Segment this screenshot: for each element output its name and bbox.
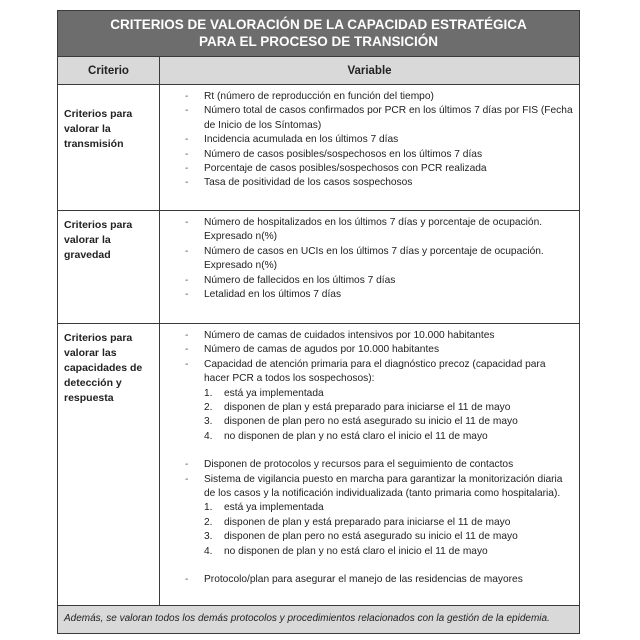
variable-list [160, 216, 573, 302]
table-row-gravedad [58, 211, 579, 324]
list-item: - Letalidad en los últimos 7 días [160, 288, 573, 302]
list-item: - Número de camas de cuidados intensivos por 10.000 habitantes [160, 329, 573, 343]
list-item: - Número de camas de agudos por 10.000 habitantes [160, 343, 573, 357]
list-item: - Porcentaje de casos posibles/sospechosos con PCR realizada [160, 162, 573, 176]
variable-list [160, 329, 573, 387]
list-item: - Número de hospitalizados en los últimos 7 días y porcentaje de ocupación. Expresado n(%) [160, 216, 573, 245]
table-footer-note: Además, se valoran todos los demás protocolos y procedimientos relacionados con la gestión de la epidemia. [58, 606, 579, 633]
table-title-line1: CRITERIOS DE VALORACIÓN DE LA CAPACIDAD ESTRATÉGICA [110, 17, 527, 32]
list-item [160, 358, 573, 387]
list-item: - Número de fallecidos en los últimos 7 días [160, 274, 573, 288]
variable-list [160, 458, 573, 501]
list-item: - Protocolo/plan para asegurar el manejo de las residencias de mayores [160, 573, 573, 587]
table-title-line2: PARA EL PROCESO DE TRANSICIÓN [198, 34, 439, 49]
list-item: - Disponen de protocolos y recursos para el seguimiento de contactos [160, 458, 573, 472]
list-item: - Rt (número de reproducción en función del tiempo) [160, 90, 573, 104]
variable-cell [160, 85, 579, 210]
table-title [58, 11, 579, 57]
variable-cell [160, 324, 579, 605]
sublist-item: 3. disponen de plan pero no está asegurado su inicio el 11 de mayo [204, 416, 518, 428]
list-item: - Número de casos posibles/sospechosos en los últimos 7 días [160, 148, 573, 162]
variable-list [160, 573, 573, 587]
list-item: - Incidencia acumulada en los últimos 7 días [160, 133, 573, 147]
sublist-item: 2. disponen de plan y está preparado para iniciarse el 11 de mayo [204, 402, 511, 414]
sublist-item: 2. disponen de plan y está preparado para iniciarse el 11 de mayo [204, 516, 511, 528]
numbered-sublist [160, 387, 573, 445]
table-row-transmision [58, 85, 579, 211]
variable-list [160, 90, 573, 191]
column-header-variable: Variable [347, 64, 392, 77]
column-header-row [58, 57, 579, 85]
variable-cell [160, 211, 579, 323]
sublist-item: 1. está ya implementada [204, 502, 324, 514]
sublist-item: 1. está ya implementada [204, 387, 324, 399]
numbered-sublist [160, 501, 573, 559]
criterio-cell: Criterios para valorar las capacidades de detección y respuesta [58, 324, 160, 605]
list-item: - Sistema de vigilancia puesto en marcha para garantizar la monitorización diaria de los casos y la notificación individualizada (tanto primaria como hospitalaria). [160, 473, 573, 502]
sublist-item: 4. no disponen de plan y no está claro el inicio el 11 de mayo [204, 545, 488, 557]
criterio-cell: Criterios para valorar la gravedad [58, 211, 160, 323]
sublist-item: 4. no disponen de plan y no está claro el inicio el 11 de mayo [204, 430, 488, 442]
criterio-cell: Criterios para valorar la transmisión [58, 85, 160, 210]
list-item: - Número de casos en UCIs en los últimos 7 días y porcentaje de ocupación. Expresado n(%) [160, 245, 573, 274]
criteria-table [57, 10, 580, 634]
table-row-deteccion-respuesta [58, 324, 579, 606]
list-item: - Número total de casos confirmados por PCR en los últimos 7 días por FIS (Fecha de Inicio de los Síntomas) [160, 104, 573, 133]
list-item-text: Capacidad de atención primaria para el diagnóstico precoz (capacidad para hacer PCR a todos los sospechosos): [204, 358, 546, 385]
column-header-criterio: Criterio [58, 57, 160, 84]
sublist-item: 3. disponen de plan pero no está asegurado su inicio el 11 de mayo [204, 531, 518, 543]
list-item: - Tasa de positividad de los casos sospechosos [160, 176, 573, 190]
